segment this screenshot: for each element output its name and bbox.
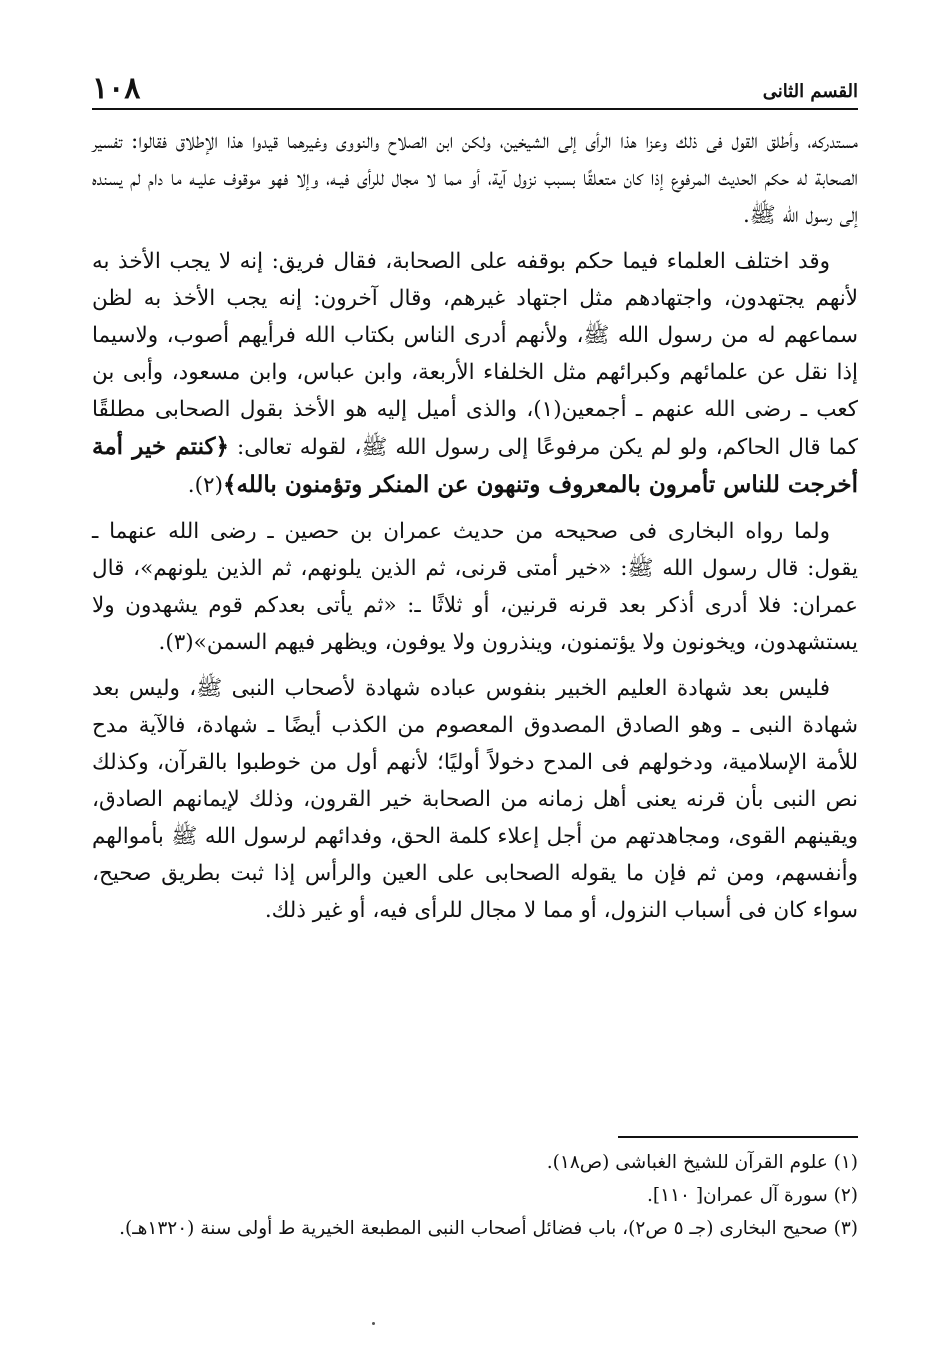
body-text <box>92 123 858 938</box>
page-number: ١٠٨ <box>92 71 141 106</box>
footnote-3: (٣) صحيح البخارى (جـ ٥ ص٢)، باب فضائل أصحاب النبى المطبعة الخيرية ط أولى سنة (١٣٢٠هـ). <box>119 1218 858 1239</box>
paragraph-3: ولما رواه البخارى فى صحيحه من حديث عمران بن حصين ـ رضى الله عنهما ـ يقول: قال رسول الله ﷺ: «خير أمتى قرنى، ثم الذين يلونهم، ثم الذين يلونهم»، قال عمران: فلا أدرى أذكر بعد قرنه قرنين، أو ثلاثًا ـ: «ثم يأتى بعدكم قوم يشهدون ولا يستشهدون، ويخونون ولا يؤتمنون، وينذرون ولا يوفون، ويظهر فيهم السمن»(٣). <box>92 519 858 655</box>
footnote-2: (٢) سورة آل عمران[ ١١٠]. <box>647 1185 858 1206</box>
paragraph-1: مستدركه، وأطلق القول فى ذلك وعزا هذا الرأى إلى الشيخين، ولكن ابن الصلاح والنووى وغيرهما قيدوا هذا الإطلاق فقالوا: تفسير الصحابة له حكم الحديث المرفوع إذا كان متعلقًا بسبب نزول آية، أو مما لا مجال للرأى فيـه، وإلا فهو موقوف عليـه ما دام لم يسنده إلى رسول الله ﷺ. <box>92 129 858 228</box>
footnote-1: (١) علوم القرآن للشيخ الغباشى (ص١٨). <box>546 1152 858 1173</box>
footnote-divider <box>618 1136 858 1138</box>
scan-speck <box>372 1322 375 1325</box>
quran-verse: ﴿كنتم خير أمة أخرجت للناس تأمرون بالمعروف وتنهون عن المنكر وتؤمنون بالله﴾ <box>92 433 858 498</box>
paragraph-2 <box>92 243 858 504</box>
section-title: القسم الثانى <box>762 81 858 102</box>
footnotes <box>92 1146 858 1245</box>
paragraph-4: فليس بعد شهادة العليم الخبير بنفوس عباده شهادة لأصحاب النبى ﷺ، وليس بعد شهادة النبى ـ وهو الصادق المصدوق المعصوم من الكذب أيضًا ـ شهادة، فالآية مدح للأمة الإسلامية، ودخولهم فى المدح دخولاً أوليًا؛ لأنهم أول من خوطبوا بالقرآن، وكذلك نص النبى بأن قرنه يعنى أهل زمانه من الصحابة خير القرون، وذلك لإيمانهم الصادق، ويقينهم القوى، ومجاهدتهم من أجل إعلاء كلمة الحق، وفدائهم لرسول الله ﷺ بأموالهم وأنفسهم، ومن ثم فإن ما يقوله الصحابى على العين والرأس إذا ثبت بطريق صحيح، سواء كان فى أسباب النزول، أو مما لا مجال للرأى فيه، أو غير ذلك. <box>92 676 858 923</box>
footnote-ref-2: (٢). <box>187 473 223 498</box>
paragraph-2-text: وقد اختلف العلماء فيما حكم بوقفه على الصحابة، فقال فريق: إنه لا يجب الأخذ به لأنهم يجتهدون، واجتهادهم مثل اجتهاد غيرهم، وقال آخرون: إنه يجب الأخذ به لظن سماعهم له من رسول الله ﷺ، ولأنهم أدرى الناس بكتاب الله فرأيهم أصوب، ولاسيما إذا نقل عن علمائهم وكبرائهم مثل الخلفاء الأربعة، وابن عباس، وابن مسعود، وأبى بن كعب ـ رضى الله عنهم ـ أجمعين(١)، والذى أميل إليه هو الأخذ بقول الصحابى مطلقًا كما قال الحاكم، ولو لم يكن مرفوعًا إلى رسول الله ﷺ، لقوله تعالى: <box>92 249 858 460</box>
running-head <box>92 70 858 110</box>
